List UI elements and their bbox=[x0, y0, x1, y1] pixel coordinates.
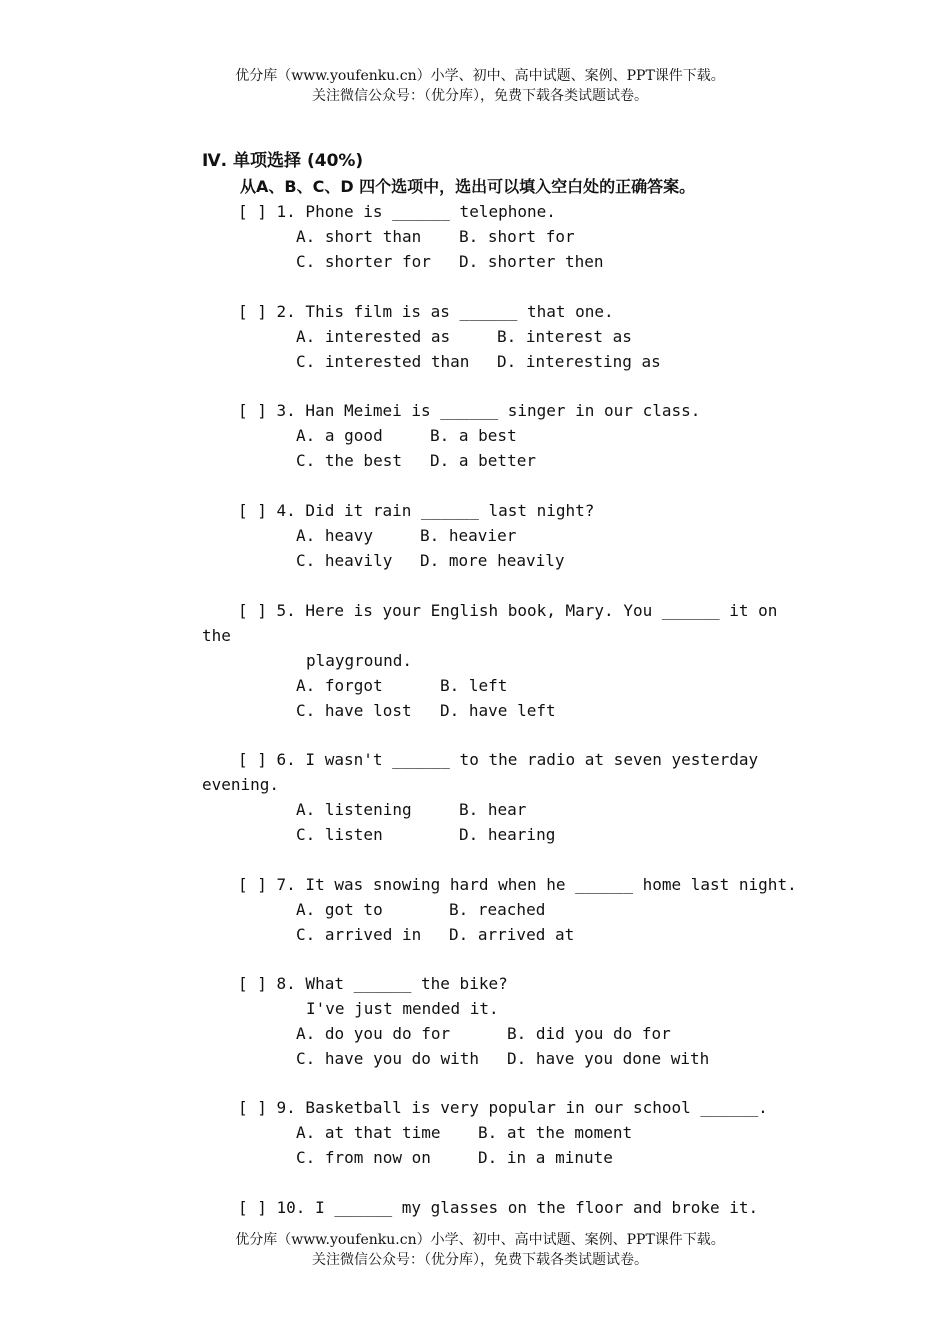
question-stem: [ ] 10. I ______ my glasses on the floor and broke it. bbox=[238, 1198, 759, 1217]
footer-line-2: 关注微信公众号：（优分库），免费下载各类试题试卷。 bbox=[312, 1252, 648, 1268]
question-stem: [ ] 2. This film is as ______ that one. bbox=[238, 302, 614, 321]
question-stem: [ ] 5. Here is your English book, Mary. You ______ it on bbox=[238, 601, 778, 620]
option: C. the best bbox=[296, 451, 402, 470]
option: C. from now on bbox=[296, 1148, 431, 1167]
header-line-1: 优分库（www.youfenku.cn）小学、初中、高中试题、案例、PPT课件下载。 bbox=[235, 68, 725, 84]
question-stem-continuation: evening. bbox=[202, 775, 280, 794]
question-stem: [ ] 6. I wasn't ______ to the radio at seven yesterday bbox=[238, 750, 759, 769]
option: B. did you do for bbox=[507, 1024, 671, 1043]
option: B. a best bbox=[430, 426, 517, 445]
option: A. a good bbox=[296, 426, 383, 445]
option: B. heavier bbox=[420, 526, 517, 545]
section-title: Ⅳ. 单项选择 (40%) bbox=[202, 151, 364, 171]
page-header bbox=[0, 66, 950, 106]
option: D. have you done with bbox=[507, 1049, 710, 1068]
option: B. short for bbox=[459, 227, 575, 246]
option: D. shorter then bbox=[459, 252, 604, 271]
option: C. have you do with bbox=[296, 1049, 480, 1068]
question-stem: [ ] 7. It was snowing hard when he ______ home last night. bbox=[238, 875, 797, 894]
option: C. heavily bbox=[296, 551, 393, 570]
question-stem: [ ] 1. Phone is ______ telephone. bbox=[238, 202, 556, 221]
header-line-2: 关注微信公众号：（优分库），免费下载各类试题试卷。 bbox=[312, 88, 648, 104]
option: D. have left bbox=[440, 701, 556, 720]
option: B. reached bbox=[449, 900, 546, 919]
option: D. a better bbox=[430, 451, 536, 470]
option: A. do you do for bbox=[296, 1024, 451, 1043]
question-stem: [ ] 3. Han Meimei is ______ singer in our class. bbox=[238, 401, 701, 420]
option: D. in a minute bbox=[478, 1148, 613, 1167]
question-stem-continuation: I've just mended it. bbox=[306, 999, 499, 1018]
option: C. shorter for bbox=[296, 252, 431, 271]
option: C. arrived in bbox=[296, 925, 422, 944]
option: D. hearing bbox=[459, 825, 556, 844]
option: A. listening bbox=[296, 800, 412, 819]
option: D. more heavily bbox=[420, 551, 565, 570]
option: B. at the moment bbox=[478, 1123, 633, 1142]
option: D. arrived at bbox=[449, 925, 575, 944]
option: B. left bbox=[440, 676, 508, 695]
question-stem-continuation: the bbox=[202, 626, 231, 645]
option: C. interested than bbox=[296, 352, 470, 371]
option: D. interesting as bbox=[497, 352, 661, 371]
section-instruction: 从A、B、C、D 四个选项中，选出可以填入空白处的正确答案。 bbox=[240, 177, 696, 196]
option: A. forgot bbox=[296, 676, 383, 695]
question-stem-continuation: playground. bbox=[306, 651, 412, 670]
option: A. short than bbox=[296, 227, 422, 246]
option: C. have lost bbox=[296, 701, 412, 720]
option: A. interested as bbox=[296, 327, 451, 346]
page-footer bbox=[0, 1230, 950, 1270]
question-stem: [ ] 9. Basketball is very popular in our school ______. bbox=[238, 1098, 768, 1117]
option: C. listen bbox=[296, 825, 383, 844]
option: A. got to bbox=[296, 900, 383, 919]
question-stem: [ ] 8. What ______ the bike? bbox=[238, 974, 508, 993]
option: B. hear bbox=[459, 800, 527, 819]
question-stem: [ ] 4. Did it rain ______ last night? bbox=[238, 501, 595, 520]
option: A. at that time bbox=[296, 1123, 441, 1142]
option: B. interest as bbox=[497, 327, 632, 346]
option: A. heavy bbox=[296, 526, 374, 545]
footer-line-1: 优分库（www.youfenku.cn）小学、初中、高中试题、案例、PPT课件下载。 bbox=[235, 1232, 725, 1248]
